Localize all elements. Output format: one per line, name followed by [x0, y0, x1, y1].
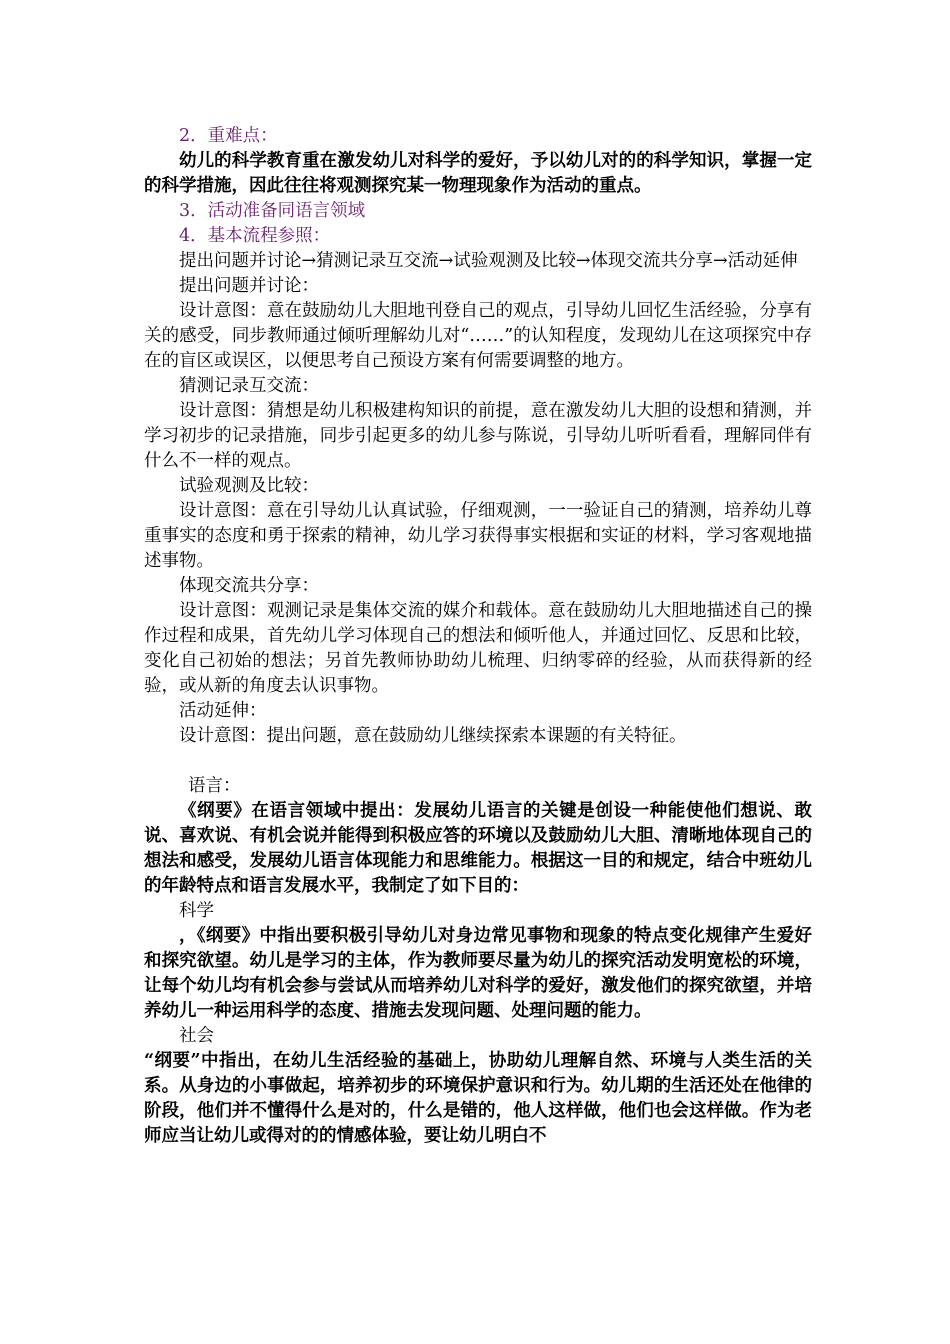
section-title-share: 体现交流共分享： [179, 576, 319, 596]
section-title-question: 提出问题并讨论： [179, 276, 319, 296]
blank-line [144, 749, 812, 774]
flow-text: 提出问题并讨论→猜测记录互交流→试验观测及比较→体现交流共分享→活动延伸 [179, 251, 798, 271]
society-title: 社会 [179, 1026, 214, 1046]
heading-basic-flow: 4．基本流程参照： [179, 226, 331, 246]
heading-activity-preparation: 3．活动准备同语言领域 [179, 201, 366, 221]
science-paragraph: ，《纲要》中指出要积极引导幼儿对身边常见事物和现象的特点变化规律产生爱好和探究欲望。幼儿是学习的主体，作为教师要尽量为幼儿的探究活动发明宽松的环境，让每个幼儿均有机会参与尝试从而培养幼儿对科学的爱好，激发他们的探究欲望，并培养幼儿一种运用科学的态度、措施去发现问题、处理问题的能力。 [144, 926, 812, 1021]
heading-key-points: 2．重难点： [179, 126, 278, 146]
section-text-guess: 设计意图：猜想是幼儿积极建构知识的前提，意在激发幼儿大胆的设想和猜测，并学习初步的记录措施，同步引起更多的幼儿参与陈说，引导幼儿听听看看，理解同伴有什么不一样的观点。 [144, 401, 812, 471]
section-text-experiment: 设计意图：意在引导幼儿认真试验，仔细观测，一一验证自己的猜测，培养幼儿尊重事实的态度和勇于探索的精神，幼儿学习获得事实根据和实证的材料，学习客观地描述事物。 [144, 501, 812, 571]
section-text-extension: 设计意图：提出问题，意在鼓励幼儿继续探索本课题的有关特征。 [179, 726, 687, 746]
section-title-guess: 猜测记录互交流： [179, 376, 319, 396]
document-page [144, 124, 812, 1149]
language-paragraph: 《纲要》在语言领域中提出：发展幼儿语言的关键是创设一种能使他们想说、敢说、喜欢说、有机会说并能得到积极应答的环境以及鼓励幼儿大胆、清晰地体现自己的想法和感受，发展幼儿语言体现能力和思维能力。根据这一目的和规定，结合中班幼儿的年龄特点和语言发展水平，我制定了如下目的： [144, 801, 812, 896]
section-title-extension: 活动延伸： [179, 701, 267, 721]
section-text-question: 设计意图：意在鼓励幼儿大胆地刊登自己的观点，引导幼儿回忆生活经验，分享有关的感受，同步教师通过倾听理解幼儿对“……”的认知程度，发现幼儿在这项探究中存在的盲区或误区，以便思考自己预设方案有何需要调整的地方。 [144, 301, 812, 371]
language-title: 语言： [188, 776, 241, 796]
society-paragraph: “纲要”中指出，在幼儿生活经验的基础上，协助幼儿理解自然、环境与人类生活的关系。从身边的小事做起，培养初步的环境保护意识和行为。幼儿期的生活还处在他律的阶段，他们并不懂得什么是对的，什么是错的，他人这样做，他们也会这样做。作为老师应当让幼儿或得对的的情感体验，要让幼儿明白不 [144, 1051, 812, 1146]
section-title-experiment: 试验观测及比较： [179, 476, 319, 496]
science-title: 科学 [179, 901, 214, 921]
key-points-paragraph: 幼儿的科学教育重在激发幼儿对科学的爱好，予以幼儿对的的科学知识，掌握一定的科学措施，因此往往将观测探究某一物理现象作为活动的重点。 [144, 151, 812, 196]
section-text-share: 设计意图：观测记录是集体交流的媒介和载体。意在鼓励幼儿大胆地描述自己的操作过程和成果，首先幼儿学习体现自己的想法和倾听他人，并通过回忆、反思和比较，变化自己初始的想法；另首先教师协助幼儿梳理、归纳零碎的经验，从而获得新的经验，或从新的角度去认识事物。 [144, 601, 812, 696]
